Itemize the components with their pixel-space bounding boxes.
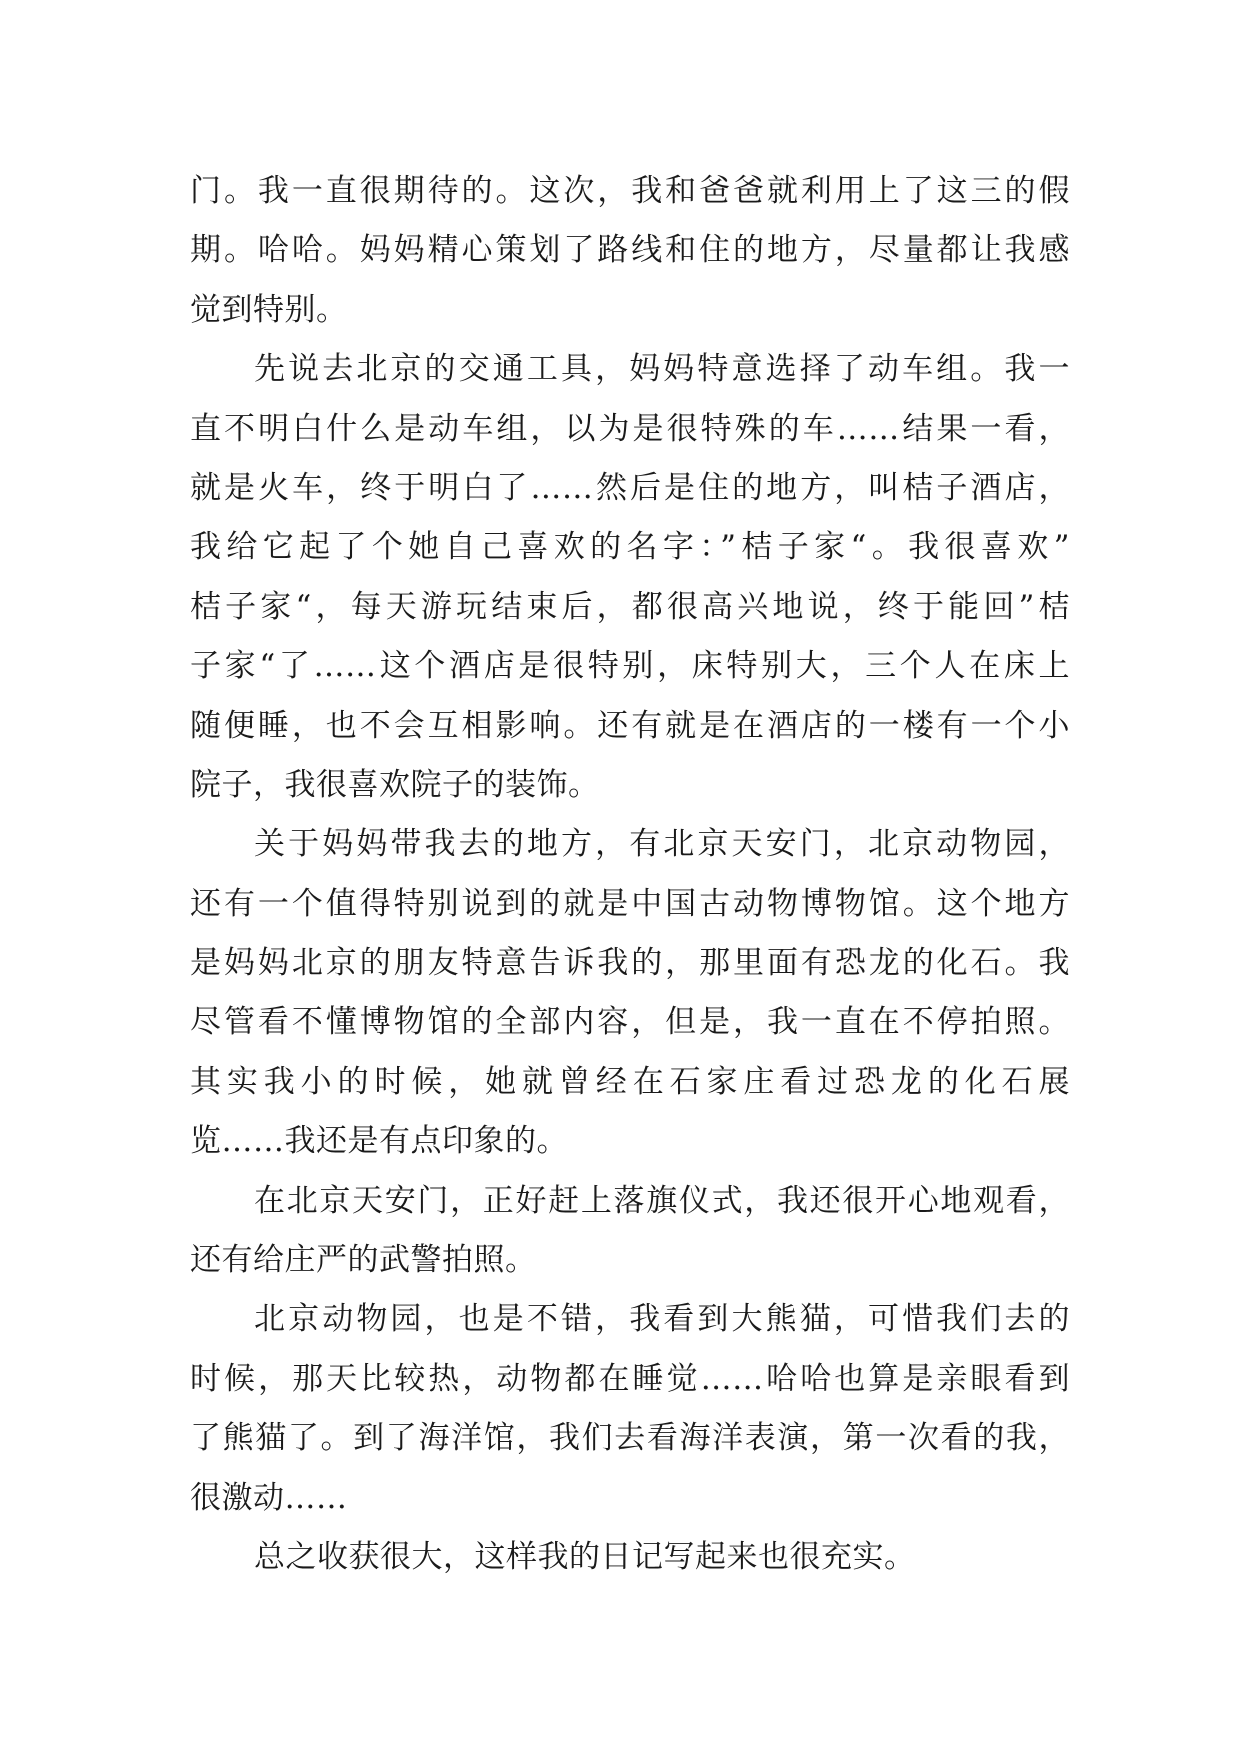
essay-line: 还有一个值得特别说到的就是中国古动物博物馆。这个地方 bbox=[190, 885, 1070, 922]
essay-line: 直不明白什么是动车组，以为是很特殊的车……结果一看， bbox=[190, 410, 1070, 447]
essay-line: 桔子家“，每天游玩结束后，都很高兴地说，终于能回”桔 bbox=[190, 588, 1070, 625]
essay-line: 了熊猫了。到了海洋馆，我们去看海洋表演，第一次看的我， bbox=[190, 1420, 1070, 1457]
essay-line: 其实我小的时候，她就曾经在石家庄看过恐龙的化石展 bbox=[190, 1063, 1070, 1100]
essay-line: 我给它起了个她自己喜欢的名字：”桔子家“。我很喜欢” bbox=[190, 529, 1070, 566]
essay-body bbox=[190, 162, 1070, 1587]
essay-line: 时候，那天比较热，动物都在睡觉……哈哈也算是亲眼看到 bbox=[190, 1360, 1070, 1397]
essay-line: 北京动物园，也是不错，我看到大熊猫，可惜我们去的 bbox=[254, 1301, 1070, 1338]
essay-line: 关于妈妈带我去的地方，有北京天安门，北京动物园， bbox=[254, 826, 1070, 863]
essay-line: 院子，我很喜欢院子的装饰。 bbox=[190, 766, 600, 803]
essay-line: 先说去北京的交通工具，妈妈特意选择了动车组。我一 bbox=[254, 351, 1070, 388]
essay-line: 门。我一直很期待的。这次，我和爸爸就利用上了这三的假 bbox=[190, 173, 1070, 209]
essay-line: 很激动…… bbox=[190, 1479, 348, 1516]
essay-line: 期。哈哈。妈妈精心策划了路线和住的地方，尽量都让我感 bbox=[190, 232, 1070, 269]
essay-line: 尽管看不懂博物馆的全部内容，但是，我一直在不停拍照。 bbox=[190, 1004, 1070, 1041]
essay-line: 随便睡，也不会互相影响。还有就是在酒店的一楼有一个小 bbox=[190, 707, 1070, 744]
essay-line: 就是火车，终于明白了……然后是住的地方，叫桔子酒店， bbox=[190, 469, 1070, 506]
essay-line: 还有给庄严的武警拍照。 bbox=[190, 1242, 537, 1279]
essay-line: 觉到特别。 bbox=[190, 291, 348, 328]
essay-line: 子家“了……这个酒店是很特别，床特别大，三个人在床上 bbox=[190, 648, 1070, 685]
essay-line: 在北京天安门，正好赶上落旗仪式，我还很开心地观看， bbox=[254, 1182, 1070, 1219]
essay-line: 览……我还是有点印象的。 bbox=[190, 1123, 568, 1160]
essay-line: 是妈妈北京的朋友特意告诉我的，那里面有恐龙的化石。我 bbox=[190, 945, 1070, 982]
essay-line: 总之收获很大，这样我的日记写起来也很充实。 bbox=[254, 1538, 916, 1575]
